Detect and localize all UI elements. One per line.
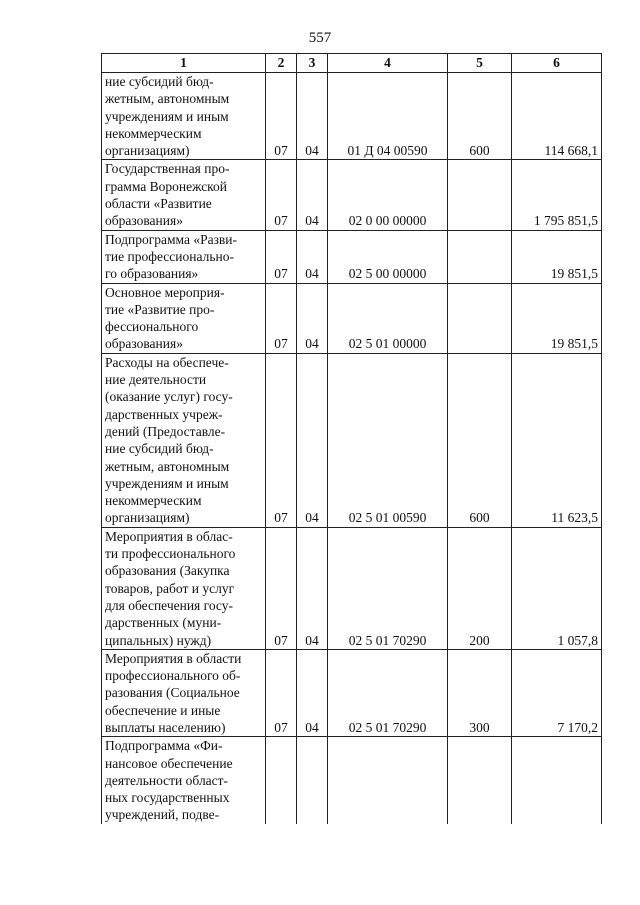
row-name-cell: Подпрограмма «Фи- нансовое обеспечение деятельности област- ных государственных учреждений, подве- xyxy=(102,737,266,824)
target-article-cell: 02 5 00 00000 xyxy=(328,230,448,283)
table-row xyxy=(102,160,602,230)
table-row xyxy=(102,527,602,649)
target-article-cell xyxy=(328,737,448,824)
section-code-cell: 07 xyxy=(266,283,297,353)
target-article-cell: 02 5 01 00590 xyxy=(328,353,448,527)
amount-cell: 19 851,5 xyxy=(512,230,602,283)
amount-cell: 7 170,2 xyxy=(512,649,602,736)
section-code-cell: 07 xyxy=(266,527,297,649)
expense-type-cell xyxy=(448,160,512,230)
section-code-cell xyxy=(266,737,297,824)
expense-type-cell xyxy=(448,737,512,824)
amount-cell: 1 057,8 xyxy=(512,527,602,649)
amount-cell: 19 851,5 xyxy=(512,283,602,353)
subsection-code-cell: 04 xyxy=(297,353,328,527)
row-name-cell: Мероприятия в области профессионального об- разования (Социальное обеспечение и иные выплаты населению) xyxy=(102,649,266,736)
target-article-cell: 01 Д 04 00590 xyxy=(328,73,448,160)
row-name-cell: Расходы на обеспече- ние деятельности (оказание услуг) госу- дарственных учреж- дений (Предоставле- ние субсидий бюд- жетным, автономным учреждениям и иным некоммерческим организациям) xyxy=(102,353,266,527)
table-row xyxy=(102,283,602,353)
subsection-code-cell xyxy=(297,737,328,824)
subsection-code-cell: 04 xyxy=(297,230,328,283)
row-name-cell: Государственная про- грамма Воронежской области «Развитие образования» xyxy=(102,160,266,230)
expense-type-cell: 200 xyxy=(448,527,512,649)
table-header-row xyxy=(102,54,602,73)
section-code-cell: 07 xyxy=(266,649,297,736)
section-code-cell: 07 xyxy=(266,73,297,160)
subsection-code-cell: 04 xyxy=(297,283,328,353)
row-name-cell: Подпрограмма «Разви- тие профессионально- го образования» xyxy=(102,230,266,283)
page-number: 557 xyxy=(308,30,332,46)
budget-table xyxy=(101,53,602,824)
table-row xyxy=(102,737,602,824)
expense-type-cell xyxy=(448,230,512,283)
row-name-cell: Основное мероприя- тие «Развитие про- фессионального образования» xyxy=(102,283,266,353)
row-name-cell: ние субсидий бюд- жетным, автономным учреждениям и иным некоммерческим организациям) xyxy=(102,73,266,160)
table-row xyxy=(102,230,602,283)
subsection-code-cell: 04 xyxy=(297,527,328,649)
table-row xyxy=(102,649,602,736)
section-code-cell: 07 xyxy=(266,353,297,527)
target-article-cell: 02 5 01 70290 xyxy=(328,527,448,649)
target-article-cell: 02 5 01 00000 xyxy=(328,283,448,353)
expense-type-cell: 600 xyxy=(448,73,512,160)
amount-cell: 1 795 851,5 xyxy=(512,160,602,230)
expense-type-cell: 600 xyxy=(448,353,512,527)
column-header: 4 xyxy=(328,54,448,73)
row-name-cell: Мероприятия в облас- ти профессионального образования (Закупка товаров, работ и услуг для обеспечения госу- дарственных (муни- ципальных) нужд) xyxy=(102,527,266,649)
expense-type-cell: 300 xyxy=(448,649,512,736)
target-article-cell: 02 5 01 70290 xyxy=(328,649,448,736)
subsection-code-cell: 04 xyxy=(297,73,328,160)
column-header: 1 xyxy=(102,54,266,73)
target-article-cell: 02 0 00 00000 xyxy=(328,160,448,230)
column-header: 5 xyxy=(448,54,512,73)
subsection-code-cell: 04 xyxy=(297,649,328,736)
section-code-cell: 07 xyxy=(266,160,297,230)
amount-cell: 114 668,1 xyxy=(512,73,602,160)
table-row xyxy=(102,353,602,527)
expense-type-cell xyxy=(448,283,512,353)
column-header: 3 xyxy=(297,54,328,73)
amount-cell: 11 623,5 xyxy=(512,353,602,527)
column-header: 2 xyxy=(266,54,297,73)
table-row xyxy=(102,73,602,160)
amount-cell xyxy=(512,737,602,824)
subsection-code-cell: 04 xyxy=(297,160,328,230)
column-header: 6 xyxy=(512,54,602,73)
section-code-cell: 07 xyxy=(266,230,297,283)
